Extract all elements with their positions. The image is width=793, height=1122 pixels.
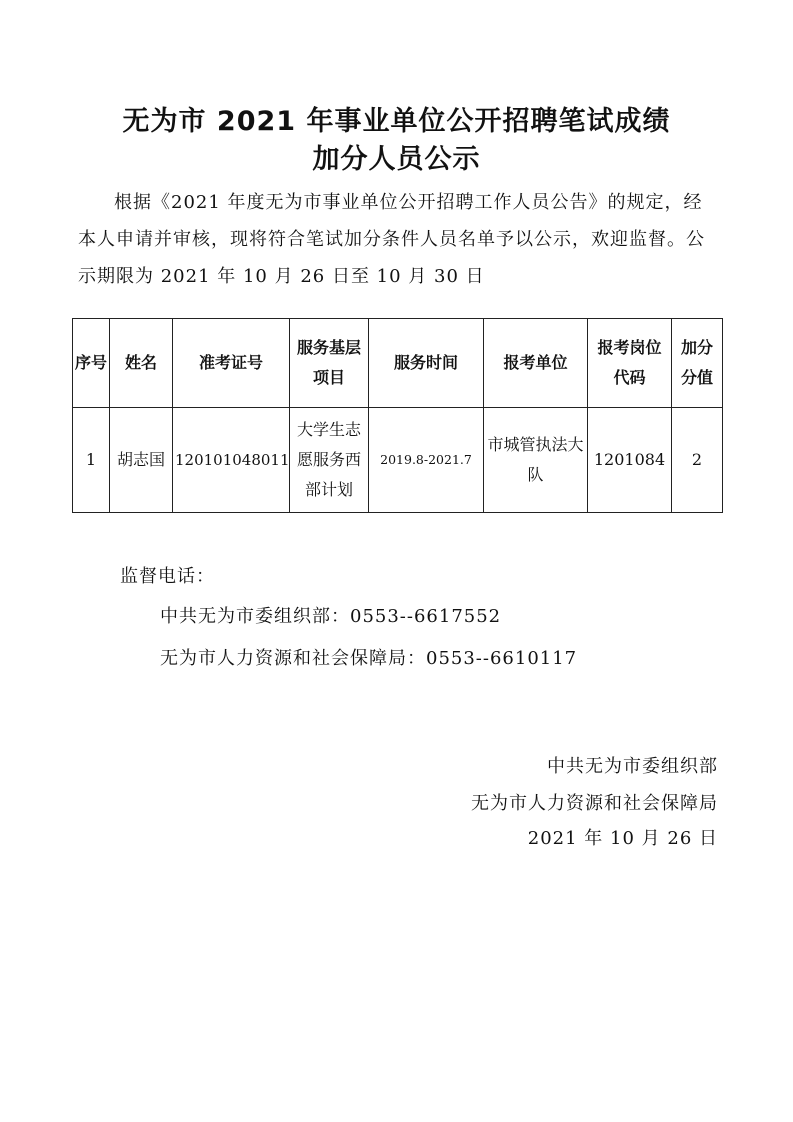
table-header-row [73,319,723,408]
header-cell: 服务时间 [369,319,484,408]
cell-period: 2019.8-2021.7 [369,408,484,513]
header-cell: 准考证号 [173,319,290,408]
cell-post-code: 1201084 [588,408,672,513]
supervision-title: 监督电话： [120,566,215,587]
signature-org2: 无为市人力资源和社会保障局 [471,793,718,814]
header-cell: 姓名 [110,319,173,408]
bonus-table [72,318,723,513]
supervision-phone-org: 中共无为市委组织部：0553--6617552 [160,606,502,627]
supervision-phone-hr: 无为市人力资源和社会保障局：0553--6610117 [160,648,578,669]
cell-project: 大学生志愿服务西部计划 [290,408,369,513]
header-cell: 服务基层项目 [290,319,369,408]
signature-org1: 中共无为市委组织部 [547,756,718,777]
header-cell: 序号 [73,319,110,408]
cell-exam-id: 120101048011 [173,408,290,513]
cell-bonus: 2 [672,408,723,513]
document-title-line2: 加分人员公示 [312,144,481,175]
header-cell: 报考岗位代码 [588,319,672,408]
cell-name: 胡志国 [110,408,173,513]
header-cell: 报考单位 [484,319,588,408]
document-title-line1: 无为市 2021 年事业单位公开招聘笔试成绩 [122,106,671,137]
table-row [73,408,723,513]
cell-unit: 市城管执法大队 [484,408,588,513]
cell-no: 1 [73,408,110,513]
intro-paragraph: 根据《2021 年度无为市事业单位公开招聘工作人员公告》的规定，经本人申请并审核，现将符合笔试加分条件人员名单予以公示，欢迎监督。公示期限为 2021 年 10 月 26 日至 10 月 30 日 [78,192,705,287]
header-cell: 加分分值 [672,319,723,408]
signature-date: 2021 年 10 月 26 日 [527,828,718,849]
